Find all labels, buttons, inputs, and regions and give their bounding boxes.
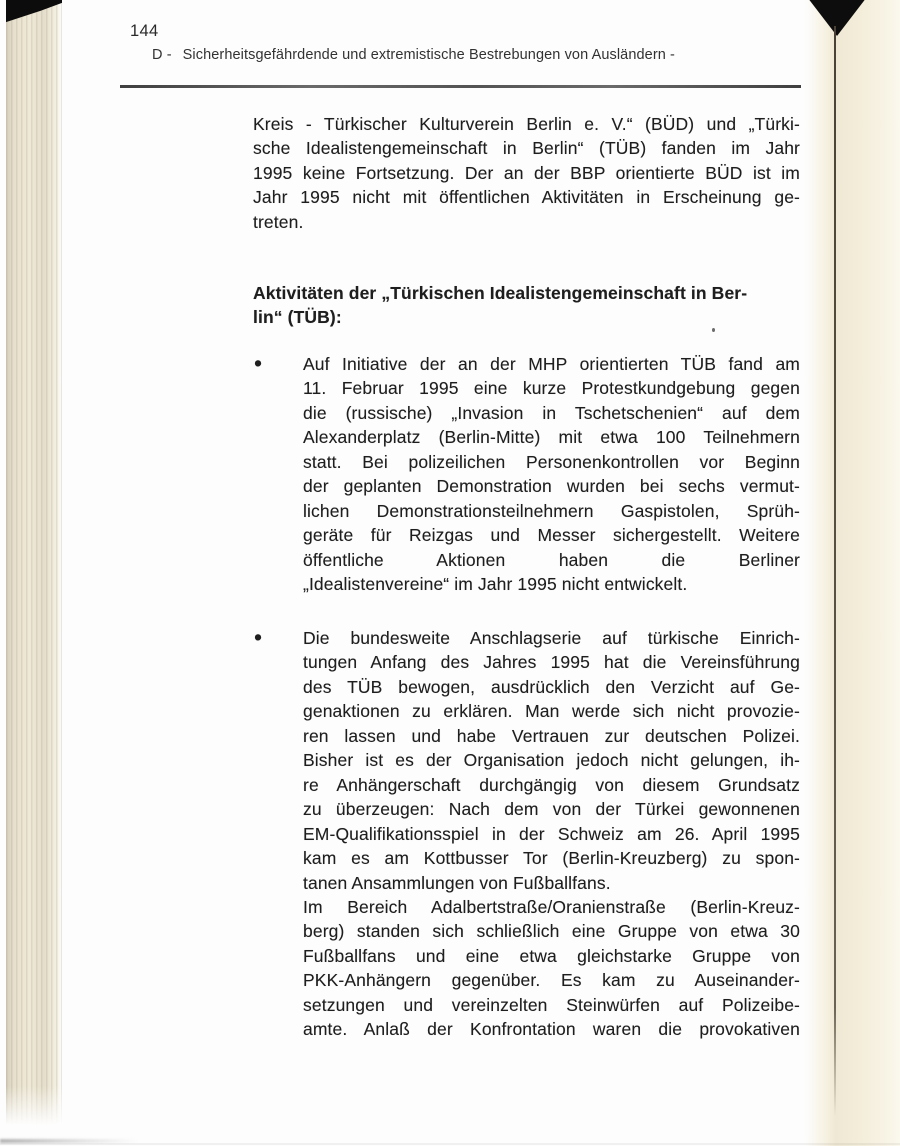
bullet-marker-icon: • — [254, 350, 263, 376]
book-gutter-right — [805, 0, 900, 1146]
running-header — [152, 47, 675, 63]
bullet-item — [253, 626, 800, 1042]
text-line: tungen Anfang des Jahres 1995 hat die Vereinsführung — [303, 652, 800, 673]
text-line: amte. Anlaß der Konfrontation waren die provokativen — [303, 1019, 800, 1040]
text-line: 11. Februar 1995 eine kurze Protestkundgebung gegen — [303, 378, 800, 399]
text-line: setzungen und vereinzelten Steinwürfen auf Polizeibe- — [303, 994, 800, 1015]
text-line: ren lassen und habe Vertrauen zur deutschen Polizei. — [303, 725, 800, 746]
text-line: berg) standen sich schließlich eine Gruppe von etwa 30 — [303, 921, 800, 942]
intro-paragraph — [253, 112, 800, 234]
bullet-marker-icon: • — [254, 624, 263, 650]
text-line: statt. Bei polizeilichen Personenkontrollen vor Beginn — [303, 451, 800, 472]
text-line: des TÜB bewogen, ausdrücklich den Verzicht auf Ge- — [303, 676, 800, 697]
text-line: Im Bereich Adalbertstraße/Oranienstraße (Berlin-Kreuz- — [303, 896, 800, 917]
text-line: re Anhängerschaft durchgängig von diesem Grundsatz — [303, 774, 800, 795]
text-line: lichen Demonstrationsteilnehmern Gaspistolen, Sprüh- — [303, 500, 800, 521]
bullet-text — [303, 626, 800, 1042]
text-line: zu überzeugen: Nach dem von der Türkei gewonnenen — [303, 799, 800, 820]
page-number: 144 — [130, 22, 159, 40]
gutter-fold-line — [834, 26, 836, 1116]
text-line: öffentliche Aktionen haben die Berliner — [303, 549, 800, 570]
text-line: Bisher ist es der Organisation jedoch nicht gelungen, ih- — [303, 750, 800, 771]
section-heading — [253, 281, 800, 330]
text-line: sche Idealistengemeinschaft in Berlin“ (TÜB) fanden im Jahr — [253, 138, 800, 159]
bullet-text — [303, 352, 800, 597]
text-line: Die bundesweite Anschlagserie auf türkische Einrich- — [303, 628, 800, 648]
text-line: 1995 keine Fortsetzung. Der an der BBP orientierte BÜD ist im — [253, 162, 800, 183]
book-page-edges-left — [6, 0, 62, 1132]
text-line: der geplanten Demonstration wurden bei sechs vermut- — [303, 476, 800, 497]
text-line: Kreis - Türkischer Kulturverein Berlin e. V.“ (BÜD) und „Türki- — [253, 114, 800, 134]
text-line: Alexanderplatz (Berlin-Mitte) mit etwa 100 Teilnehmern — [303, 427, 800, 448]
text-line: geräte für Reizgas und Messer sichergestellt. Weitere — [303, 525, 800, 546]
text-line: Auf Initiative der an der MHP orientierten TÜB fand am — [303, 354, 800, 374]
section-letter: D - — [152, 47, 172, 63]
text-line: „Idealistenvereine“ im Jahr 1995 nicht entwickelt. — [303, 574, 688, 595]
text-line: PKK-Anhängern gegenüber. Es kam zu Auseinander- — [303, 970, 800, 991]
text-line: lin“ (TÜB): — [253, 307, 342, 328]
text-line: treten. — [253, 211, 304, 232]
text-line: Jahr 1995 nicht mit öffentlichen Aktivitäten in Erscheinung ge- — [253, 187, 800, 208]
text-line: die (russische) „Invasion in Tschetschenien“ auf dem — [303, 402, 800, 423]
gutter-shadow-wedge — [807, 0, 867, 36]
bullet-item — [253, 352, 800, 597]
text-line: tanen Ansammlungen von Fußballfans. — [303, 872, 611, 893]
text-line: kam es am Kottbusser Tor (Berlin-Kreuzberg) zu spon- — [303, 848, 800, 869]
page-bottom-edge — [0, 1143, 900, 1145]
header-rule — [120, 85, 801, 88]
text-line: genaktionen zu erklären. Man werde sich nicht provozie- — [303, 701, 800, 722]
text-line: Aktivitäten der „Türkischen Idealistengemeinschaft in Ber- — [253, 283, 748, 303]
running-header-title: Sicherheitsgefährdende und extremistische Bestrebungen von Ausländern - — [182, 47, 675, 63]
text-line: Fußballfans und eine etwa gleichstarke Gruppe von — [303, 945, 800, 966]
text-line: EM-Qualifikationsspiel in der Schweiz am 26. April 1995 — [303, 823, 800, 844]
